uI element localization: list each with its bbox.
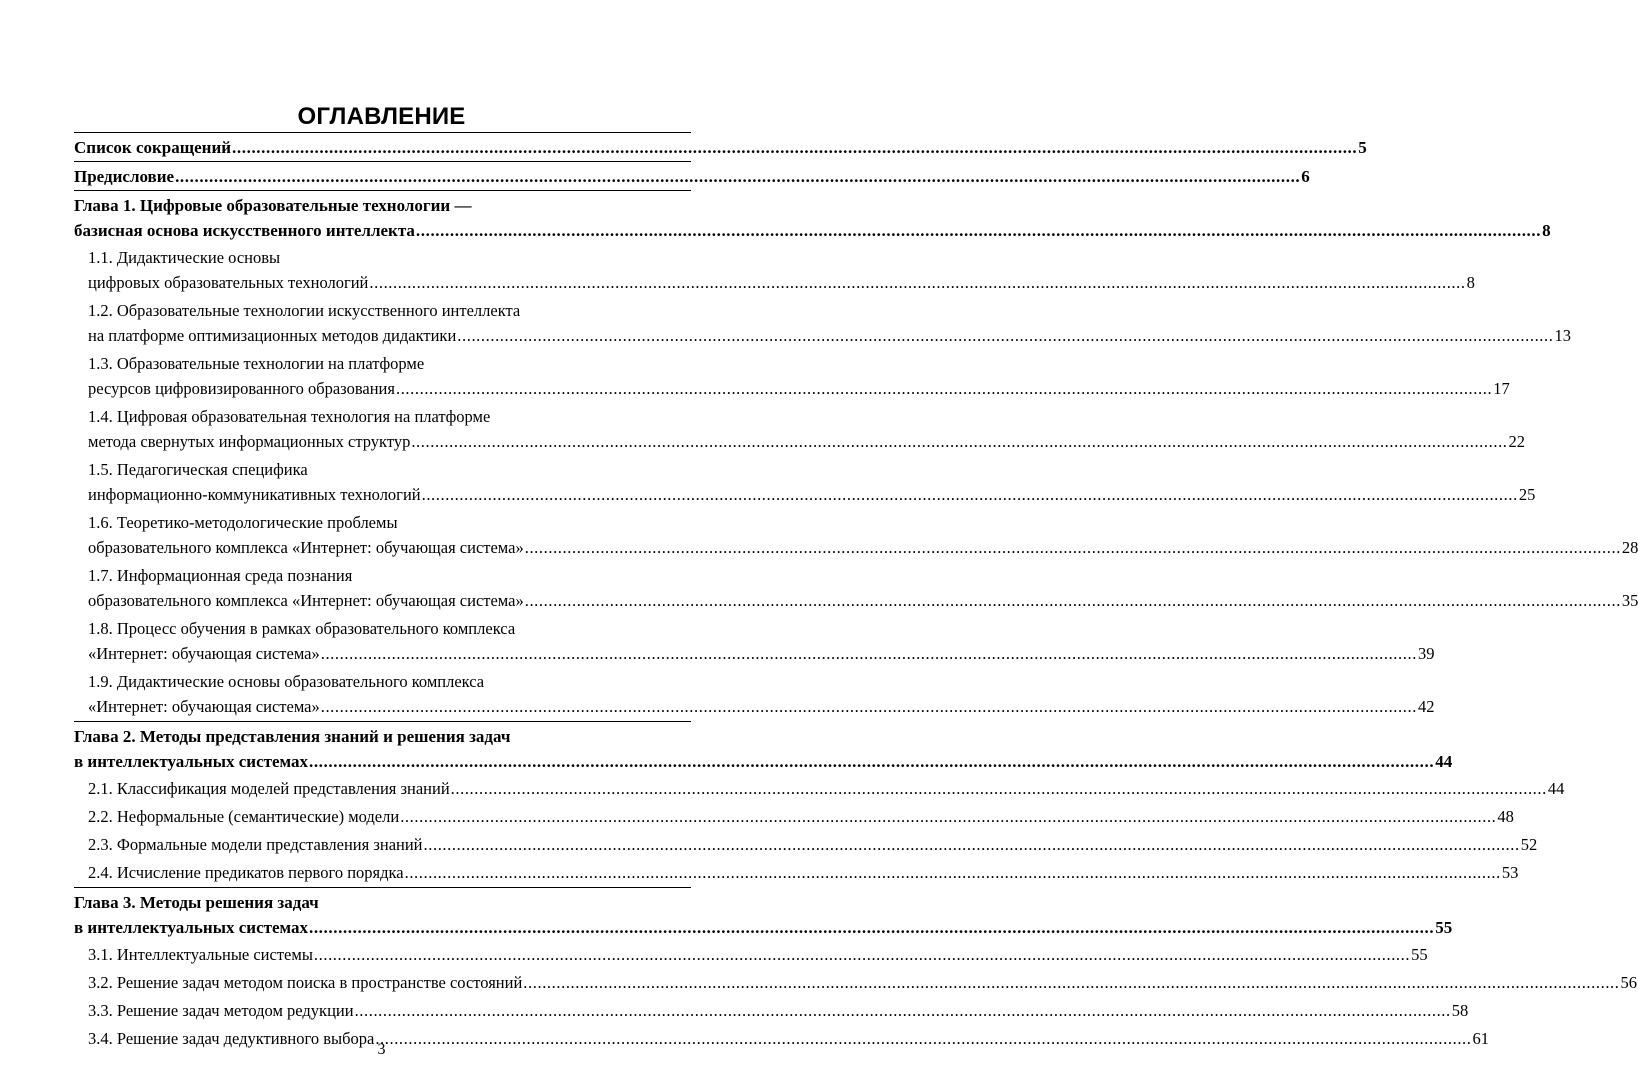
toc-entry-line — [88, 832, 1538, 857]
toc-page-number: 8 — [1542, 221, 1551, 240]
toc-entry-text: образовательного комплекса «Интернет: обучающая система» — [88, 591, 524, 610]
toc-entry-line — [74, 749, 1453, 774]
toc-entry-line — [74, 218, 1551, 243]
toc-entry-text: Список сокращений — [74, 138, 232, 157]
toc-entry-line — [88, 298, 691, 323]
dot-leader — [309, 749, 1434, 774]
toc-entry-line — [88, 323, 1571, 348]
toc-entry-text: информационно-коммуникативных технологий — [88, 485, 421, 504]
toc-page-number: 25 — [1518, 485, 1536, 504]
toc-entry-line — [88, 860, 1519, 885]
toc-entry-text: 2.2. Неформальные (семантические) модели — [88, 807, 400, 826]
dot-leader — [321, 641, 1417, 666]
dot-leader — [525, 588, 1621, 613]
toc-entry-text: 1.7. Информационная среда познания — [88, 566, 353, 585]
toc-page-number: 55 — [1435, 918, 1453, 937]
dot-leader — [411, 429, 1507, 454]
dot-leader — [396, 376, 1492, 401]
toc-entry-text: «Интернет: обучающая система» — [88, 697, 320, 716]
toc-entry-text: ресурсов цифровизированного образования — [88, 379, 395, 398]
toc-entry-text: Глава 2. Методы представления знаний и решения задач — [74, 727, 511, 746]
toc-section-entry[interactable] — [74, 969, 1637, 997]
toc-chapter-entry[interactable] — [74, 887, 1453, 941]
toc-section-entry[interactable] — [74, 403, 1526, 456]
toc-entry-line — [74, 164, 1310, 189]
dot-leader — [369, 270, 1465, 295]
toc-entry-text: 3.4. Решение задач дедуктивного выбора — [88, 1029, 375, 1048]
toc-entry-text: 1.5. Педагогическая специфика — [88, 460, 308, 479]
dot-leader — [525, 535, 1621, 560]
toc-section-entry[interactable] — [74, 668, 1435, 721]
toc-entry-line — [74, 193, 691, 218]
toc-section-entry[interactable] — [74, 244, 1475, 297]
toc-chapter-entry[interactable] — [74, 132, 1367, 161]
toc-page-number: 39 — [1417, 644, 1435, 663]
dot-leader — [416, 218, 1541, 243]
toc-entry-line — [88, 510, 691, 535]
toc-entry-line — [88, 588, 1638, 613]
toc-section-entry[interactable] — [74, 831, 1538, 859]
toc-entry-text: 3.2. Решение задач методом поиска в пространстве состояний — [88, 973, 523, 992]
toc-section-entry[interactable] — [74, 297, 1571, 350]
toc-page-number: 5 — [1358, 138, 1367, 157]
toc-page-number: 44 — [1435, 752, 1453, 771]
toc-page-number: 53 — [1501, 863, 1519, 882]
dot-leader — [400, 804, 1496, 829]
toc-section-entry[interactable] — [74, 997, 1469, 1025]
toc-entry-line — [88, 804, 1514, 829]
toc-page-number: 22 — [1508, 432, 1526, 451]
toc-section-entry[interactable] — [74, 456, 1536, 509]
toc-section-entry[interactable] — [74, 350, 1510, 403]
toc-page-number: 42 — [1417, 697, 1435, 716]
dot-leader — [309, 915, 1434, 940]
toc-page-number: 48 — [1497, 807, 1514, 826]
toc-entry-line — [88, 669, 691, 694]
toc-entry-line — [88, 694, 1435, 719]
toc-entry-text: 1.8. Процесс обучения в рамках образовательного комплекса — [88, 619, 516, 638]
toc-entry-text: образовательного комплекса «Интернет: обучающая система» — [88, 538, 524, 557]
dot-leader — [314, 942, 1410, 967]
toc-entry-text: 1.9. Дидактические основы образовательного комплекса — [88, 672, 485, 691]
toc-entry-text: «Интернет: обучающая система» — [88, 644, 320, 663]
toc-entry-text: метода свернутых информационных структур — [88, 432, 411, 451]
dot-leader — [321, 694, 1417, 719]
toc-entry-text: 3.3. Решение задач методом редукции — [88, 1001, 354, 1020]
toc-entry-line — [88, 641, 1435, 666]
toc-entry-text: 1.3. Образовательные технологии на платформе — [88, 354, 425, 373]
toc-chapter-entry[interactable] — [74, 161, 1310, 190]
toc-page-number: 56 — [1620, 973, 1637, 992]
dot-leader — [523, 970, 1619, 995]
toc-entry-text: 1.2. Образовательные технологии искусственного интеллекта — [88, 301, 521, 320]
dot-leader — [424, 832, 1520, 857]
toc-section-entry[interactable] — [74, 775, 1565, 803]
toc-entry-line — [74, 135, 1367, 160]
toc-page-number: 61 — [1472, 1029, 1490, 1048]
toc-entry-text: Предисловие — [74, 167, 175, 186]
toc-section-entry[interactable] — [74, 803, 1514, 831]
toc-page-number: 52 — [1520, 835, 1538, 854]
toc-section-entry[interactable] — [74, 562, 1638, 615]
toc-chapter-entry[interactable] — [74, 721, 1453, 775]
toc-page-number: 6 — [1301, 167, 1310, 186]
toc-page-number: 28 — [1621, 538, 1638, 557]
toc-entry-line — [74, 724, 691, 749]
toc-entry-line — [74, 915, 1453, 940]
toc-entry-line — [88, 270, 1475, 295]
toc-entry-line — [74, 890, 691, 915]
toc-page-number: 13 — [1554, 326, 1571, 345]
toc-section-entry[interactable] — [74, 509, 1638, 562]
dot-leader — [422, 482, 1518, 507]
page-title: ОГЛАВЛЕНИЕ — [297, 103, 466, 131]
toc-section-entry[interactable] — [74, 859, 1519, 887]
toc-entry-line — [88, 970, 1637, 995]
toc-entry-line — [88, 998, 1469, 1023]
toc-entry-text: Глава 1. Цифровые образовательные технологии — — [74, 196, 472, 215]
toc-entry-text: 1.4. Цифровая образовательная технология на платформе — [88, 407, 491, 426]
dot-leader — [405, 860, 1501, 885]
dot-leader — [355, 998, 1451, 1023]
toc-entry-text: цифровых образовательных технологий — [88, 273, 369, 292]
dot-leader — [232, 135, 1357, 160]
toc-page-number: 8 — [1466, 273, 1475, 292]
toc-entry-text: 2.4. Исчисление предикатов первого порядка — [88, 863, 404, 882]
toc-entry-text: 1.1. Дидактические основы — [88, 248, 281, 267]
toc-entry-text: 2.3. Формальные модели представления знаний — [88, 835, 423, 854]
toc-entry-line — [88, 942, 1428, 967]
toc-entry-line — [88, 616, 691, 641]
toc-entry-line — [88, 563, 691, 588]
toc-section-entry[interactable] — [74, 941, 1428, 969]
toc-entry-line — [88, 404, 691, 429]
toc-entry-line — [88, 457, 691, 482]
toc-page-number: 55 — [1411, 945, 1428, 964]
table-of-contents — [74, 132, 1638, 1053]
toc-entry-text: 2.1. Классификация моделей представления знаний — [88, 779, 450, 798]
toc-page-number: 44 — [1547, 779, 1565, 798]
dot-leader — [451, 776, 1547, 801]
toc-entry-text: на платформе оптимизационных методов дидактики — [88, 326, 457, 345]
dot-leader — [457, 323, 1553, 348]
toc-entry-line — [88, 429, 1526, 454]
toc-entry-text: 3.1. Интеллектуальные системы — [88, 945, 313, 964]
toc-entry-line — [88, 351, 691, 376]
toc-page-number: 35 — [1621, 591, 1638, 610]
toc-entry-text: в интеллектуальных системах — [74, 918, 308, 937]
toc-entry-text: в интеллектуальных системах — [74, 752, 308, 771]
toc-entry-line — [88, 245, 691, 270]
toc-page-number: 17 — [1493, 379, 1510, 398]
toc-entry-line — [88, 376, 1510, 401]
toc-page-number: 58 — [1451, 1001, 1469, 1020]
toc-section-entry[interactable] — [74, 615, 1435, 668]
toc-chapter-entry[interactable] — [74, 190, 1551, 244]
toc-entry-line — [88, 482, 1536, 507]
toc-entry-text: базисная основа искусственного интеллекта — [74, 221, 415, 240]
toc-entry-line — [88, 535, 1638, 560]
footer-page-number: 3 — [377, 1041, 386, 1058]
toc-entry-text: 1.6. Теоретико-методологические проблемы — [88, 513, 398, 532]
toc-entry-line — [88, 776, 1565, 801]
toc-entry-text: Глава 3. Методы решения задач — [74, 893, 319, 912]
dot-leader — [175, 164, 1300, 189]
